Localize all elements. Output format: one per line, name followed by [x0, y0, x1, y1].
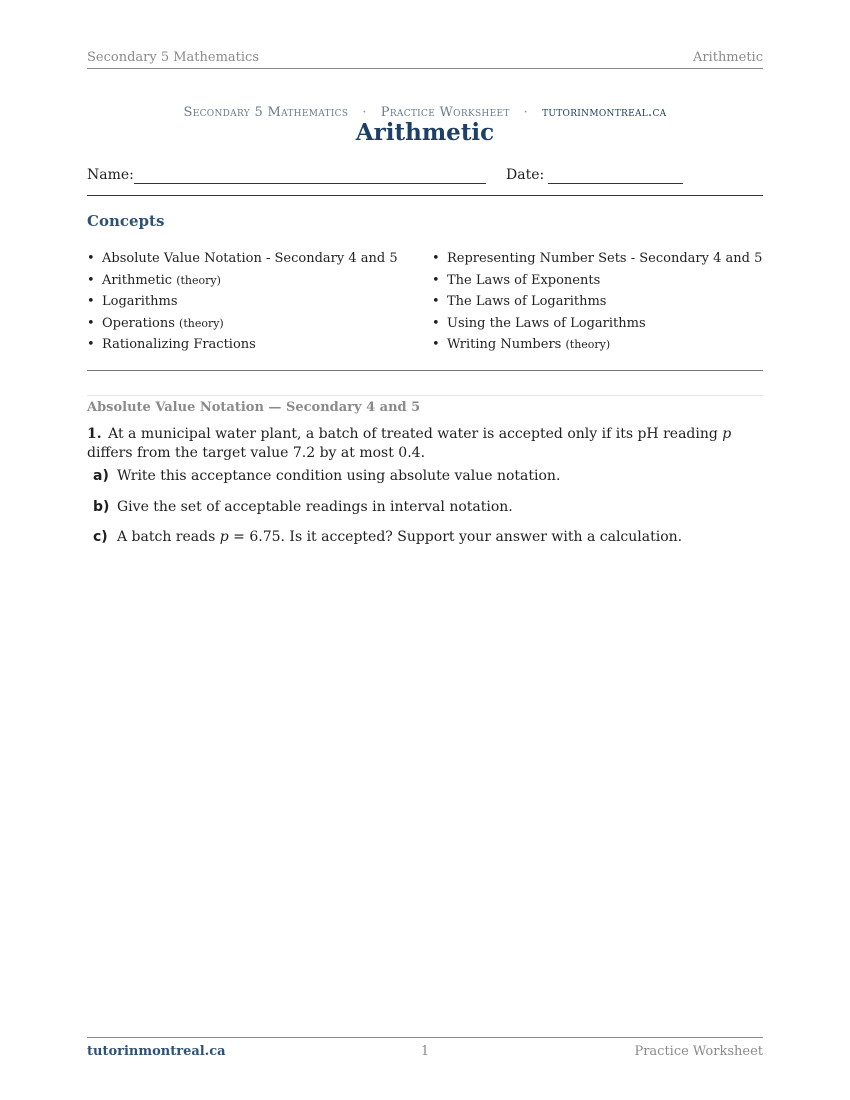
concept-item: • Operations (theory): [87, 315, 398, 337]
concept-item: • The Laws of Logarithms: [432, 293, 762, 315]
page-number: 1: [420, 1044, 430, 1059]
problem-text-continued: differs from the target value 7.2 by at most 0.4.: [87, 445, 426, 461]
date-label: Date:: [506, 167, 545, 183]
name-field-line: [134, 183, 486, 184]
problem-number: 1.: [87, 426, 102, 442]
subtitle-course: Secondary 5 Mathematics: [183, 105, 349, 120]
page-footer: [87, 1037, 763, 1060]
problem-parts: [93, 467, 763, 559]
part-label: b): [93, 498, 110, 515]
subtitle-line: [87, 105, 763, 120]
footer-kind: Practice Worksheet: [634, 1044, 763, 1059]
concept-item: • Arithmetic (theory): [87, 272, 398, 294]
section-heading: Absolute Value Notation — Secondary 4 and 5: [87, 400, 421, 415]
concept-item: • Representing Number Sets - Secondary 4 and 5: [432, 250, 762, 272]
concepts-column-2: [432, 250, 762, 358]
part-b: [93, 498, 763, 529]
running-header: [87, 50, 763, 69]
variable-p: p: [722, 426, 732, 442]
page-title: Arithmetic: [355, 119, 495, 146]
part-c: [93, 528, 763, 559]
subtitle-separator: ·: [523, 105, 529, 120]
variable-p: p: [219, 529, 229, 545]
part-label: c): [93, 529, 108, 545]
theory-note: (theory): [565, 338, 611, 351]
concept-item: • Absolute Value Notation - Secondary 4 and 5: [87, 250, 398, 272]
concept-item: • Writing Numbers (theory): [432, 336, 762, 358]
part-text: A batch reads: [117, 529, 216, 545]
header-topic: Arithmetic: [692, 50, 763, 65]
concepts-heading: Concepts: [87, 212, 165, 230]
concept-item: • Using the Laws of Logarithms: [432, 315, 762, 337]
concept-item: • The Laws of Exponents: [432, 272, 762, 294]
subtitle-separator: ·: [362, 105, 367, 120]
section-divider: [87, 370, 763, 371]
section-divider-light: [87, 395, 763, 396]
problem-text: At a municipal water plant, a batch of treated water is accepted only if its pH reading: [108, 426, 718, 442]
theory-note: (theory): [179, 316, 224, 330]
part-text-continued: = 6.75. Is it accepted? Support your answer with a calculation.: [233, 529, 683, 545]
subtitle-site: tutorinmontreal.ca: [542, 105, 667, 120]
footer-site: tutorinmontreal.ca: [87, 1044, 226, 1059]
problem-1: [87, 425, 763, 463]
part-text: Write this acceptance condition using absolute value notation.: [117, 468, 561, 484]
part-a: [93, 467, 763, 498]
subtitle-kind: Practice Worksheet: [380, 105, 510, 120]
date-field-line: [548, 183, 683, 184]
header-course: Secondary 5 Mathematics: [87, 50, 260, 65]
part-text: Give the set of acceptable readings in interval notation.: [117, 498, 513, 515]
part-label: a): [93, 468, 109, 484]
concept-item: • Rationalizing Fractions: [87, 336, 398, 358]
name-date-row: [87, 167, 763, 196]
concepts-column-1: [87, 250, 398, 358]
concept-item: • Logarithms: [87, 293, 398, 315]
name-label: Name:: [87, 167, 134, 183]
theory-note: (theory): [176, 273, 221, 287]
